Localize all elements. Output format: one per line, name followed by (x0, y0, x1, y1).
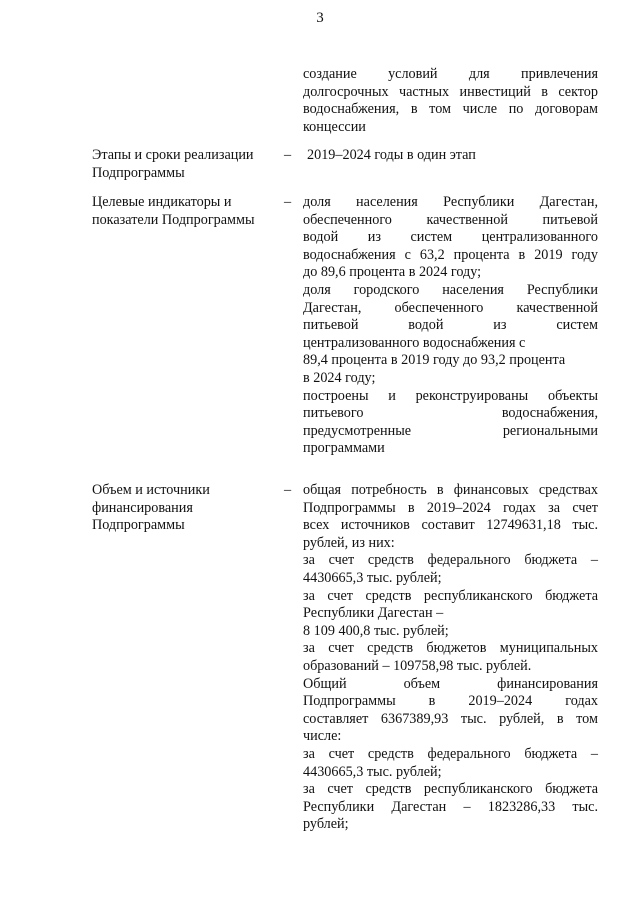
financing-line: 4430665,3 тыс. рублей; (303, 763, 442, 780)
financing-line: Подпрограммы в 2019–2024 годах за счет (303, 499, 598, 516)
financing-line: Подпрограммы в 2019–2024 годах (303, 693, 598, 710)
indicators-line: построены и реконструированы объекты (303, 387, 598, 404)
financing-label: Объем и источники финансирования Подпрограммы (92, 482, 210, 534)
financing-line: рублей; (303, 816, 349, 833)
indicators-dash: – (284, 194, 292, 210)
financing-line: Республики Дагестан – (303, 605, 444, 622)
intro-line: водоснабжения, в том числе по договорам (303, 101, 598, 118)
indicators-line: 89,4 процента в 2019 году до 93,2 процента (303, 352, 566, 369)
indicators-line: доля населения Республики Дагестан, (303, 194, 598, 210)
financing-line: числе: (303, 728, 342, 745)
stages-dash: – (284, 147, 292, 163)
stages-value: 2019–2024 годы в один этап (307, 147, 476, 163)
indicators-line: питьевого водоснабжения, (303, 405, 598, 422)
financing-line: 4430665,3 тыс. рублей; (303, 569, 442, 586)
indicators-line: Дагестан, обеспеченного качественной (303, 299, 598, 316)
intro-line: долгосрочных частных инвестиций в сектор (303, 83, 598, 100)
indicators-label: Целевые индикаторы и показатели Подпрограммы (92, 194, 255, 228)
intro-line: создание условий для привлечения (303, 66, 598, 82)
financing-line: Общий объем финансирования (303, 675, 598, 692)
stages-label: Этапы и сроки реализации Подпрограммы (92, 147, 254, 181)
financing-line: за счет средств федерального бюджета – (303, 745, 598, 762)
financing-line: за счет средств республиканского бюджета (303, 781, 598, 798)
financing-line: образований – 109758,98 тыс. рублей. (303, 657, 532, 674)
financing-line: 8 109 400,8 тыс. рублей; (303, 622, 449, 639)
financing-line: Республики Дагестан – 1823286,33 тыс. (303, 798, 598, 815)
financing-line: всех источников составит 12749631,18 тыс. (303, 517, 598, 534)
financing-line: составляет 6367389,93 тыс. рублей, в том (303, 710, 598, 727)
indicators-line: предусмотренные региональными (303, 422, 598, 439)
intro-text (303, 66, 598, 136)
financing-dash: – (284, 482, 292, 498)
financing-line: за счет средств федерального бюджета – (303, 552, 598, 569)
financing-line: за счет средств бюджетов муниципальных (303, 640, 598, 657)
intro-line: концессии (303, 118, 366, 135)
financing-text (303, 482, 598, 834)
indicators-line: доля городского населения Республики (303, 281, 598, 298)
indicators-line: до 89,6 процента в 2024 году; (303, 264, 482, 281)
financing-line: общая потребность в финансовых средствах (303, 482, 598, 498)
page-number: 3 (316, 10, 324, 26)
indicators-line: водоснабжения с 63,2 процента в 2019 году (303, 246, 598, 263)
indicators-line: водой из систем централизованного (303, 229, 598, 246)
indicators-line: обеспеченного качественной питьевой (303, 211, 598, 228)
indicators-line: централизованного водоснабжения с (303, 334, 526, 351)
indicators-text (303, 194, 598, 458)
indicators-line: в 2024 году; (303, 369, 376, 386)
financing-line: рублей, из них: (303, 534, 395, 551)
indicators-line: питьевой водой из систем (303, 317, 598, 334)
indicators-line: программами (303, 440, 385, 457)
financing-line: за счет средств республиканского бюджета (303, 587, 598, 604)
